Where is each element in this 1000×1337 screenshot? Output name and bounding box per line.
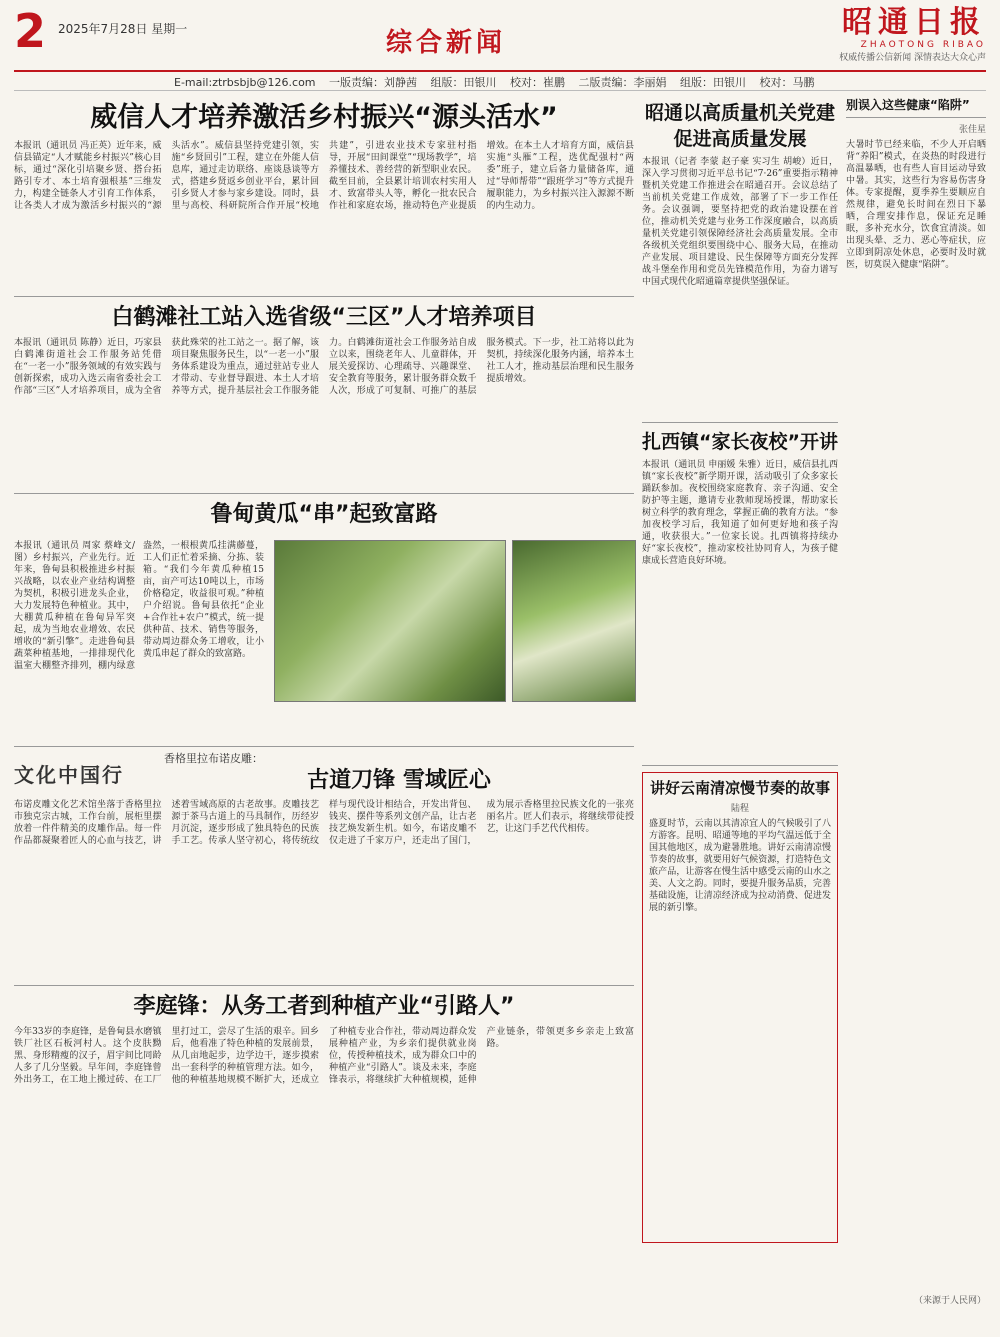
body-social-work: 本报讯（通讯员 陈静）近日，巧家县白鹤滩街道社会工作服务站凭借在“一老一小”服务领域的有效实践与创新探索，成功入选云南省委社会工作部“三区”人才培养项目，成为全省获此殊荣的社工站之一。据了解，该项目聚焦服务民生，以“一老一小”服务体系建设为重点，通过驻站专业人才带动、专业督导跟进、本土人才培养等方式，提升基层社会工作服务能力。白鹤滩街道社会工作服务站自成立以来，围绕老年人、儿童群体，开展关爱探访、心理疏导、兴趣课堂、安全教育等服务，累计服务群众数千人次，形成了可复制、可推广的基层服务模式。下一步，社工站将以此为契机，持续深化服务内涵，培养本土社工人才，推动基层治理和民生服务提质增效。 [14,338,634,396]
body-li-tingfeng: 今年33岁的李庭锋，是鲁甸县水磨镇铁厂社区石板河村人。这个皮肤黝黑、身形精瘦的汉子，眉宇间比同龄人多了几分坚毅。早年间，李庭锋曾外出务工，在工地上搬过砖、在工厂里打过工，尝尽了生活的艰辛。回乡后，他看准了特色种植的发展前景，从几亩地起步，边学边干，逐步摸索出一套科学的种植管理方法。如今，他的种植基地规模不断扩大，还成立了种植专业合作社，带动周边群众发展种植产业，为乡亲们提供就业岗位，传授种植技术，成为群众口中的种植产业“引路人”。谈及未来，李庭锋表示，将继续扩大种植规模，延伸产业链条，带领更多乡亲走上致富路。 [14,1027,634,1085]
headline-party-building: 昭通以高质量机关党建促进高质量发展 [644,102,835,150]
article-yunnan-cool [642,772,838,1243]
editor-credits [14,74,986,91]
first-editor: 一版责编：刘静茜 [329,76,418,89]
headline-li-tingfeng: 李庭锋：从务工者到种植产业“引路人” [133,994,515,1019]
second-layout: 组版：田银川 [680,76,747,89]
author-health-traps: 张佳星 [958,125,986,135]
left-column [14,96,634,1226]
first-proof: 校对：崔鹏 [510,76,566,89]
article-cucumber [14,500,634,740]
article-talent [14,100,634,290]
headline-talent: 威信人才培养激活乡村振兴“源头活水” [90,102,558,133]
email-address: E-mail:ztrbsbjb@126.com [174,76,316,89]
body-parent-school: 本报讯（通讯员 申丽媛 朱雅）近日，威信县扎西镇“家长夜校”新学期开课，活动吸引了众多家长踊跃参加。夜校围绕家庭教育、亲子沟通、安全防护等主题，邀请专业教师现场授课，帮助家长树立科学的教育理念，掌握正确的教育方法。“参加夜校学习后，我知道了如何更好地和孩子沟通，收获很大。”一位家长说。扎西镇将持续办好“家长夜校”，推动家校社协同育人，为孩子健康成长营造良好环境。 [642,460,838,566]
middle-column [642,96,838,1243]
newspaper-logo [839,6,986,63]
logo-tagline: 权威传播公信新闻 深情表达大众心声 [839,53,986,63]
second-editor: 二版责编：李丽娟 [578,76,667,89]
article-leather-carving [14,753,634,979]
body-talent: 本报讯（通讯员 冯正英）近年来，威信县锚定“人才赋能乡村振兴”核心目标，通过“深化引培聚乡贤、搭台拓路引专才、本土培育强根基”三维发力，构建全链条人才引育工作体系，让各类人才成为激活乡村振兴的“源头活水”。威信县坚持党建引领，实施“乡贤回引”工程，建立在外能人信息库，通过走访联络、座谈恳谈等方式，搭建乡贤返乡创业平台，累计回引乡贤人才参与家乡建设。同时，县里与高校、科研院所合作开展“校地共建”，引进农业技术专家驻村指导，开展“田间课堂”“现场教学”，培养懂技术、善经营的新型职业农民。截至目前，全县累计培训农村实用人才、致富带头人等，孵化一批农民合作社和家庭农场，推动特色产业提质增效。在本土人才培育方面，威信县实施“头雁”工程，选优配强村“两委”班子，建立后备力量储备库，通过“导师帮带”“跟班学习”等方式提升履职能力，为乡村振兴注入源源不断的内生动力。 [14,141,634,211]
leather-kicker: 香格里拉布诺皮雕： [164,752,263,765]
article-social-work [14,303,634,487]
headline-yunnan-cool: 讲好云南清凉慢节奏的故事 [649,779,830,797]
headline-social-work: 白鹤滩社工站入选省级“三区”人才培养项目 [111,305,537,330]
first-layout: 组版：田银川 [430,76,497,89]
section-title: 综合新闻 [386,28,507,58]
body-yunnan-cool: 盛夏时节，云南以其清凉宜人的气候吸引了八方游客。昆明、昭通等地的平均气温远低于全国其他地区，成为避暑胜地。讲好云南清凉慢节奏的故事，就要用好气候资源，打造特色文旅产品，让游客在慢生活中感受云南的山水之美、人文之韵。同时，要提升服务品质，完善基础设施，让清凉经济成为拉动消费、促进发展的新引擎。 [649,819,831,913]
masthead [14,6,986,72]
page-number: 2 [14,4,47,58]
cucumber-photo [274,540,506,702]
headline-leather: 古道刀锋 雪域匠心 [307,768,491,793]
headline-cucumber: 鲁甸黄瓜“串”起致富路 [210,502,438,527]
headline-health-traps: 别误入这些健康“陷阱” [846,96,986,118]
right-column [846,96,986,1306]
logo-pinyin: ZHAOTONG RIBAO [860,40,986,50]
article-parent-school [642,429,838,759]
body-leather: 布诺皮雕文化艺术馆坐落于香格里拉市独克宗古城，工作台前，展柜里摆放着一件件精美的皮雕作品。每一件作品都凝聚着匠人的心血与技艺，讲述着雪域高原的古老故事。皮雕技艺源于茶马古道上的马具制作，历经岁月沉淀，逐步形成了独具特色的民族手工艺。传承人坚守初心，将传统纹样与现代设计相结合，开发出背包、钱夹、摆件等系列文创产品，让古老技艺焕发新生机。如今，布诺皮雕不仅走进了千家万户，还走出了国门，成为展示香格里拉民族文化的一张亮丽名片。匠人们表示，将继续带徒授艺，让这门手艺代代相传。 [14,800,634,846]
body-health-traps: 大暑时节已经来临，不少人开启晒背“养阳”模式，在炎热的时段进行高温暴晒，也有些人盲目运动导致中暑。其实，这些行为容易伤害身体。专家提醒，夏季养生要顺应自然规律，避免长时间在烈日下暴晒，合理安排作息，保证充足睡眠，多补充水分，饮食宜清淡。如出现头晕、乏力、恶心等症状，应立即到阴凉处休息，必要时及时就医，切莫误入健康“陷阱”。 [846,140,986,270]
body-party-building: 本报讯（记者 李蒙 赵子豪 实习生 胡峻）近日，深入学习贯彻习近平总书记“7·26”重要指示精神暨机关党建工作推进会在昭通召开。会议总结了当前机关党建工作成效，部署了下一步工作任务。会议强调，要坚持把党的政治建设摆在首位，推动机关党建与业务工作深度融合，以高质量机关党建引领保障经济社会高质量发展。全市各级机关党组织要围绕中心、服务大局，在推动产业发展、项目建设、民生保障等方面充分发挥战斗堡垒作用和党员先锋模范作用，为奋力谱写中国式现代化昭通篇章提供坚强保证。 [642,157,838,287]
article-li-tingfeng [14,992,634,1226]
byline-yunnan-cool: 陆程 [730,804,749,814]
headline-parent-school: 扎西镇“家长夜校”开讲 [642,431,838,453]
body-cucumber: 本报讯（通讯员 周家 蔡峰文/图）乡村振兴，产业先行。近年来，鲁甸县积极推进乡村振兴战略，以农业产业结构调整为契机，积极引进龙头企业，大力发展特色种植业。其中，大棚黄瓜种植在鲁甸异军突起，成为当地农业增效、农民增收的“新引擎”。走进鲁甸县蔬菜种植基地，一排排现代化温室大棚整齐排列，棚内绿意盎然，一根根黄瓜挂满藤蔓，工人们正忙着采摘、分拣、装箱。“我们今年黄瓜种植15亩，亩产可达10吨以上，市场价格稳定，收益很可观。”种植户介绍说。鲁甸县依托“企业+合作社+农户”模式，统一提供种苗、技术、销售等服务，带动周边群众务工增收，让小黄瓜串起了群众的致富路。 [14,541,264,671]
source-health-traps: （来源于人民网） [913,1296,986,1306]
culture-banner [14,753,634,793]
logo-text: 昭通日报 [842,5,986,40]
culture-logo: 文化中国行 [14,762,124,787]
article-party-building [642,100,838,416]
second-proof: 校对：马鹏 [759,76,815,89]
cucumber-photo-2 [512,540,636,702]
issue-date: 2025年7月28日 星期一 [58,22,188,36]
